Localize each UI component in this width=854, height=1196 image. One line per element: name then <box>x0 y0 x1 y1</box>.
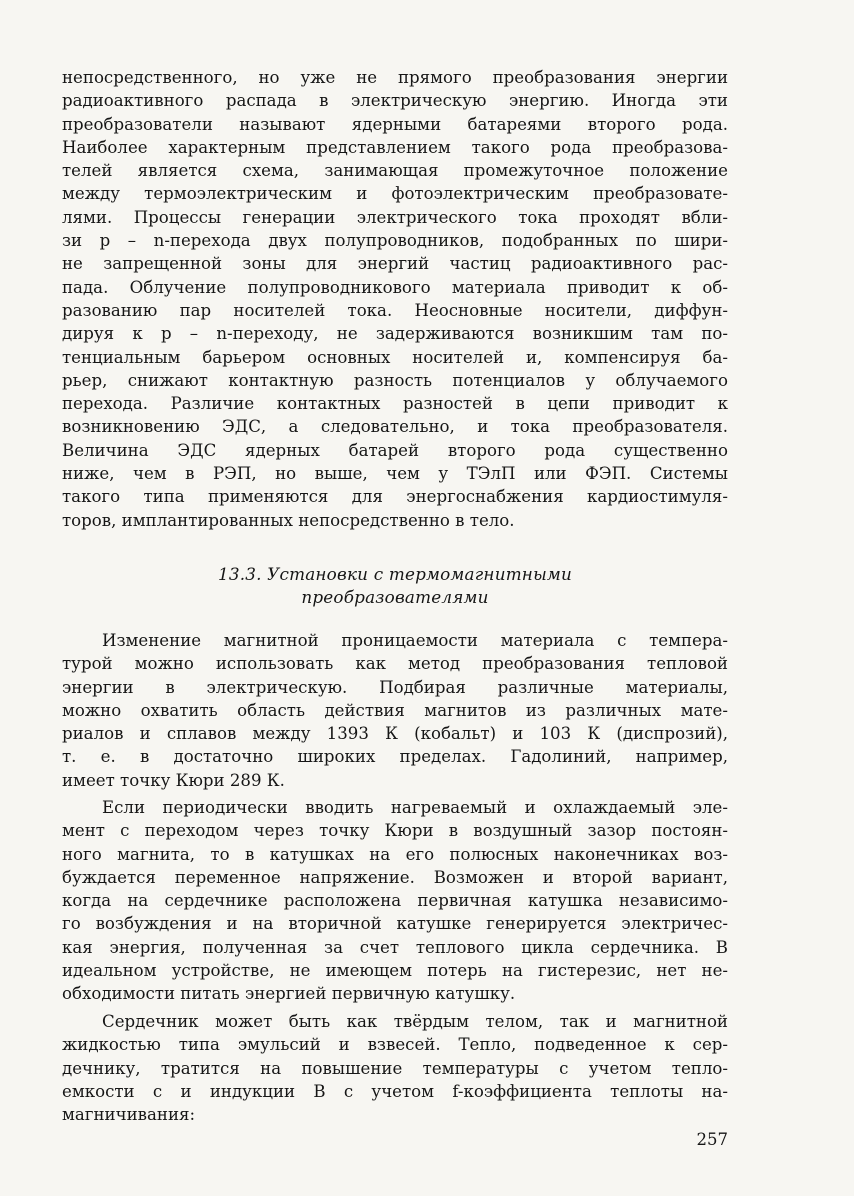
text-line: т. е. в достаточно широких пределах. Гадолиний, например, <box>62 747 728 767</box>
text-line: можно охватить область действия магнитов из различных мате- <box>62 700 728 720</box>
text-line: дируя к p – n-переходу, не задерживаются возникшим там по- <box>62 324 728 344</box>
text-line: пада. Облучение полупроводникового материала приводит к об- <box>62 277 728 297</box>
text-line: когда на сердечнике расположена первичная катушка независимо- <box>62 891 728 911</box>
text-line: преобразователи называют ядерными батареями второго рода. <box>62 114 728 134</box>
text-line: магничивания: <box>62 1105 196 1125</box>
text-line: торов, имплантированных непосредственно в тело. <box>62 510 515 530</box>
text-line: Изменение магнитной проницаемости материала с темпера- <box>102 631 728 650</box>
text-line: Наиболее характерным представлением такого рода преобразова- <box>62 137 728 157</box>
text-line: кая энергия, полученная за счет теплового цикла сердечника. В <box>62 937 728 957</box>
text-line: радиоактивного распада в электрическую энергию. Иногда эти <box>62 91 728 111</box>
text-line: емкости c и индукции B с учетом f-коэффициента теплоты на- <box>62 1081 728 1101</box>
text-line: ниже, чем в РЭП, но выше, чем у ТЭлП или ФЭП. Системы <box>62 464 728 484</box>
text-line: телей является схема, занимающая промежуточное положение <box>62 161 728 181</box>
section-heading-line: 13.3. Установки с термомагнитными <box>217 564 573 584</box>
text-line: разованию пар носителей тока. Неосновные носители, диффун- <box>62 300 728 320</box>
text-line: турой можно использовать как метод преобразования тепловой <box>62 654 728 674</box>
text-line: энергии в электрическую. Подбирая различные материалы, <box>62 677 728 697</box>
paragraph-4 <box>62 1010 728 1126</box>
text-line: не запрещенной зоны для энергий частиц радиоактивного рас- <box>62 254 728 274</box>
text-line: Сердечник может быть как твёрдым телом, так и магнитной <box>102 1012 728 1031</box>
paragraph-1 <box>62 66 728 532</box>
text-line: буждается переменное напряжение. Возможен и второй вариант, <box>62 867 728 887</box>
paragraph-3 <box>62 796 728 1006</box>
text-line: возникновению ЭДС, а следовательно, и тока преобразователя. <box>62 417 728 437</box>
text-line: такого типа применяются для энергоснабжения кардиостимуля- <box>62 487 728 507</box>
text-line: между термоэлектрическим и фотоэлектрическим преобразовате- <box>62 184 728 204</box>
text-line: дечнику, тратится на повышение температуры с учетом тепло- <box>62 1058 728 1078</box>
text-line: го возбуждения и на вторичной катушке генерируется электричес- <box>62 914 728 934</box>
text-line: тенциальным барьером основных носителей и, компенсируя ба- <box>62 347 728 367</box>
text-line: идеальном устройстве, не имеющем потерь на гистерезис, нет не- <box>62 961 728 981</box>
text-line: Если периодически вводить нагреваемый и охлаждаемый эле- <box>102 798 728 817</box>
text-line: обходимости питать энергией первичную катушку. <box>62 984 516 1004</box>
text-line: перехода. Различие контактных разностей в цепи приводит к <box>62 394 728 414</box>
text-line: жидкостью типа эмульсий и взвесей. Тепло, подведенное к сер- <box>62 1035 728 1055</box>
text-line: лями. Процессы генерации электрического тока проходят вбли- <box>62 207 728 227</box>
text-line: Величина ЭДС ядерных батарей второго рода существенно <box>62 440 728 460</box>
text-line: риалов и сплавов между 1393 К (кобальт) и 103 К (диспрозий), <box>62 724 728 744</box>
text-line: имеет точку Кюри 289 К. <box>62 770 285 790</box>
text-line: зи p – n-перехода двух полупроводников, подобранных по шири- <box>62 231 728 251</box>
page-number: 257 <box>696 1130 728 1149</box>
section-heading <box>62 563 728 608</box>
text-line: рьер, снижают контактную разность потенциалов у облучаемого <box>62 370 728 390</box>
paragraph-2 <box>62 629 728 792</box>
text-line: мент с переходом через точку Кюри в воздушный зазор постоян- <box>62 821 728 841</box>
section-heading-line: преобразователями <box>301 586 489 607</box>
text-line: ного магнита, то в катушках на его полюсных наконечниках воз- <box>62 844 728 864</box>
text-line: непосредственного, но уже не прямого преобразования энергии <box>62 68 728 87</box>
